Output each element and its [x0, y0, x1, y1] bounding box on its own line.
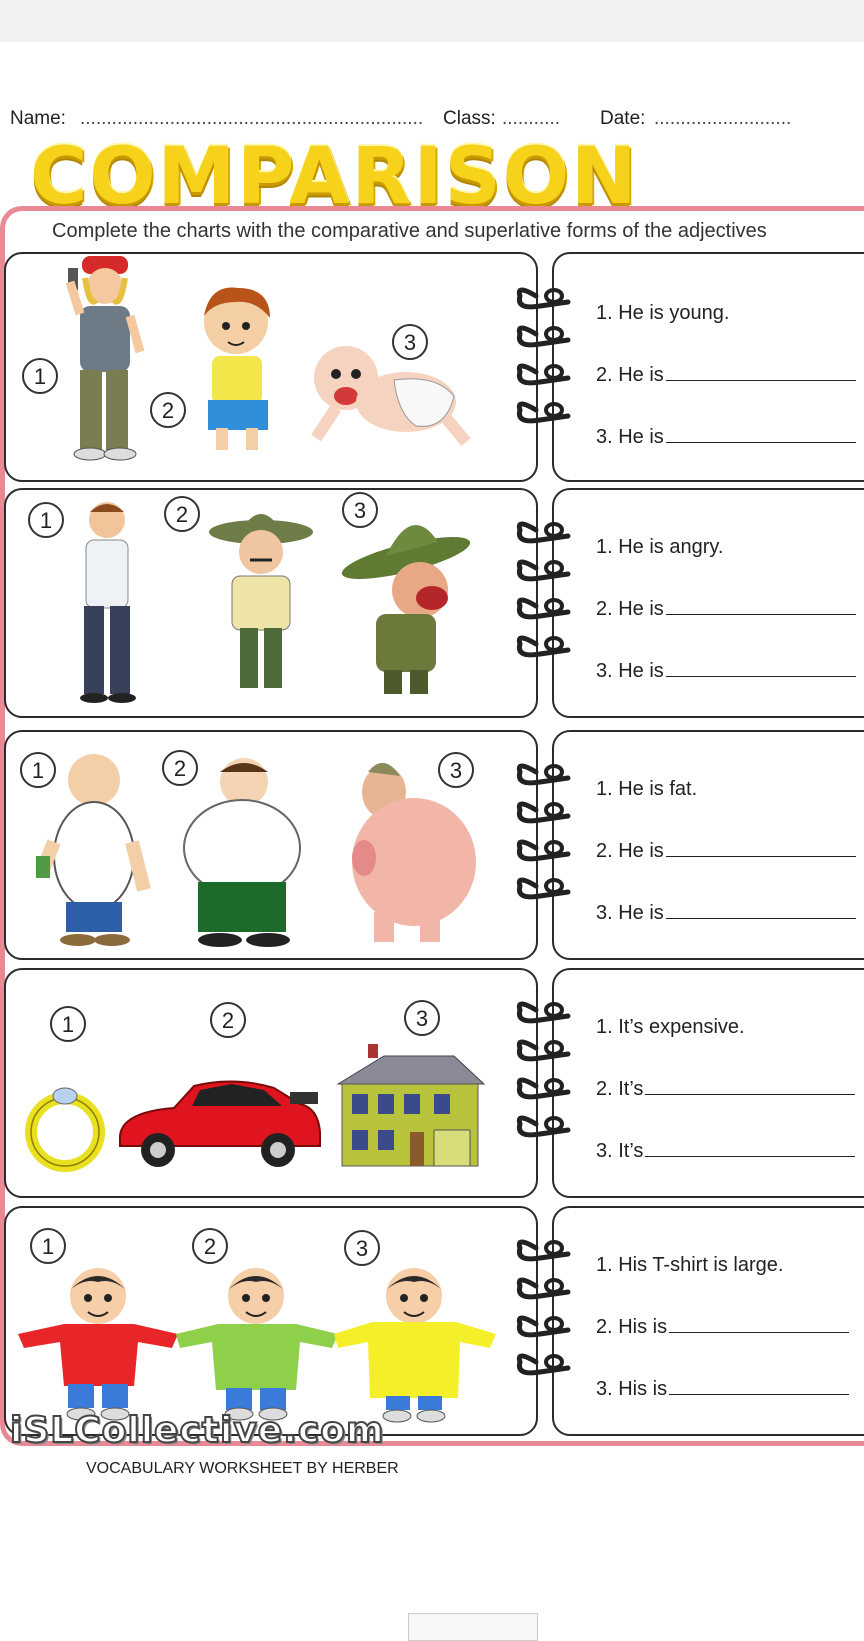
number-badge: 1 — [20, 752, 56, 788]
footer-credit: VOCABULARY WORKSHEET BY HERBER — [86, 1460, 399, 1477]
number-badge: 3 — [344, 1230, 380, 1266]
spiral-ring — [519, 366, 568, 383]
class-label: Class: — [443, 108, 496, 129]
sentence-2: 2. His is — [596, 1316, 849, 1339]
answer-blank[interactable] — [666, 675, 856, 677]
big-man-figure — [32, 746, 152, 956]
spiral-binding — [506, 0, 586, 1420]
baby-figure — [306, 338, 476, 458]
sentence-2: 2. It’s — [596, 1078, 855, 1101]
spiral-ring — [519, 1042, 568, 1059]
date-label: Date: — [600, 108, 646, 129]
spiral-ring — [519, 1356, 568, 1373]
answer-blank[interactable] — [666, 855, 856, 857]
sentence-1: 1. He is fat. — [596, 778, 698, 800]
man-figure — [62, 496, 152, 706]
spiral-ring — [519, 562, 568, 579]
spiral-ring — [519, 842, 568, 859]
date-blank: .......................... — [654, 108, 792, 129]
boy-figure — [186, 282, 286, 462]
number-badge: 2 — [150, 392, 186, 428]
number-badge: 3 — [404, 1000, 440, 1036]
spiral-ring — [519, 804, 568, 821]
spiral-ring — [519, 1004, 568, 1021]
spiral-ring — [519, 600, 568, 617]
peter-figure — [176, 752, 306, 952]
number-badge: 2 — [164, 496, 200, 532]
boy-yellow-shirt-figure — [330, 1260, 500, 1430]
sentence-3: 3. He is — [596, 902, 856, 925]
spiral-ring — [519, 1318, 568, 1335]
sentence-1: 1. It’s expensive. — [596, 1016, 745, 1038]
ring-figure — [20, 1082, 110, 1172]
picture-panel-fat — [4, 730, 538, 960]
answer-blank[interactable] — [645, 1093, 855, 1095]
boy-red-shirt-figure — [14, 1260, 184, 1430]
watermark: iSLCollective.com — [10, 1410, 385, 1451]
spiral-ring — [519, 880, 568, 897]
spiral-ring — [519, 524, 568, 541]
spiral-ring — [519, 1118, 568, 1135]
sentence-3: 3. His is — [596, 1378, 849, 1401]
number-badge: 2 — [192, 1228, 228, 1264]
answer-blank[interactable] — [666, 379, 856, 381]
sentence-3: 3. He is — [596, 660, 856, 683]
drill-sergeant-figure — [336, 502, 486, 702]
instructions: Complete the charts with the comparative and superlative forms of the adjectives — [52, 220, 767, 242]
worksheet-title: COMPARISON — [30, 132, 639, 222]
answer-blank[interactable] — [666, 613, 856, 615]
spiral-ring — [519, 404, 568, 421]
class-blank: ........... — [502, 108, 561, 129]
spiral-ring — [519, 638, 568, 655]
spiral-ring — [519, 328, 568, 345]
number-badge: 3 — [438, 752, 474, 788]
number-badge: 1 — [22, 358, 58, 394]
picture-panel-large — [4, 1206, 538, 1436]
answer-blank[interactable] — [666, 441, 856, 443]
answer-blank[interactable] — [669, 1331, 849, 1333]
name-blank: ................................................................. — [80, 108, 424, 129]
house-figure — [324, 1044, 494, 1174]
ranger-figure — [206, 500, 316, 700]
name-label: Name: — [10, 108, 66, 129]
top-band — [0, 0, 864, 42]
spiral-ring — [519, 766, 568, 783]
answer-blank[interactable] — [669, 1393, 849, 1395]
teenager-figure — [40, 254, 150, 464]
sentence-3: 3. He is — [596, 426, 856, 449]
sentence-2: 2. He is — [596, 840, 856, 863]
picture-panel-angry — [4, 488, 538, 718]
sentence-2: 2. He is — [596, 598, 856, 621]
answer-blank[interactable] — [645, 1155, 855, 1157]
number-badge: 3 — [392, 324, 428, 360]
spiral-ring — [519, 1280, 568, 1297]
number-badge: 1 — [50, 1006, 86, 1042]
obese-man-figure — [324, 752, 484, 952]
number-badge: 2 — [162, 750, 198, 786]
spiral-ring — [519, 290, 568, 307]
sentence-1: 1. He is young. — [596, 302, 730, 324]
number-badge: 2 — [210, 1002, 246, 1038]
red-car-figure — [114, 1074, 324, 1174]
picture-panel-expensive — [4, 968, 538, 1198]
picture-panel-young — [4, 252, 538, 482]
answer-blank[interactable] — [666, 917, 856, 919]
number-badge: 3 — [342, 492, 378, 528]
sentence-1: 1. He is angry. — [596, 536, 724, 558]
number-badge: 1 — [28, 502, 64, 538]
sentence-3: 3. It’s — [596, 1140, 855, 1163]
spiral-ring — [519, 1080, 568, 1097]
sentence-2: 2. He is — [596, 364, 856, 387]
sentence-1: 1. His T-shirt is large. — [596, 1254, 784, 1276]
number-badge: 1 — [30, 1228, 66, 1264]
spiral-ring — [519, 1242, 568, 1259]
boy-green-shirt-figure — [172, 1260, 342, 1430]
thumbnail-image — [408, 1613, 538, 1641]
